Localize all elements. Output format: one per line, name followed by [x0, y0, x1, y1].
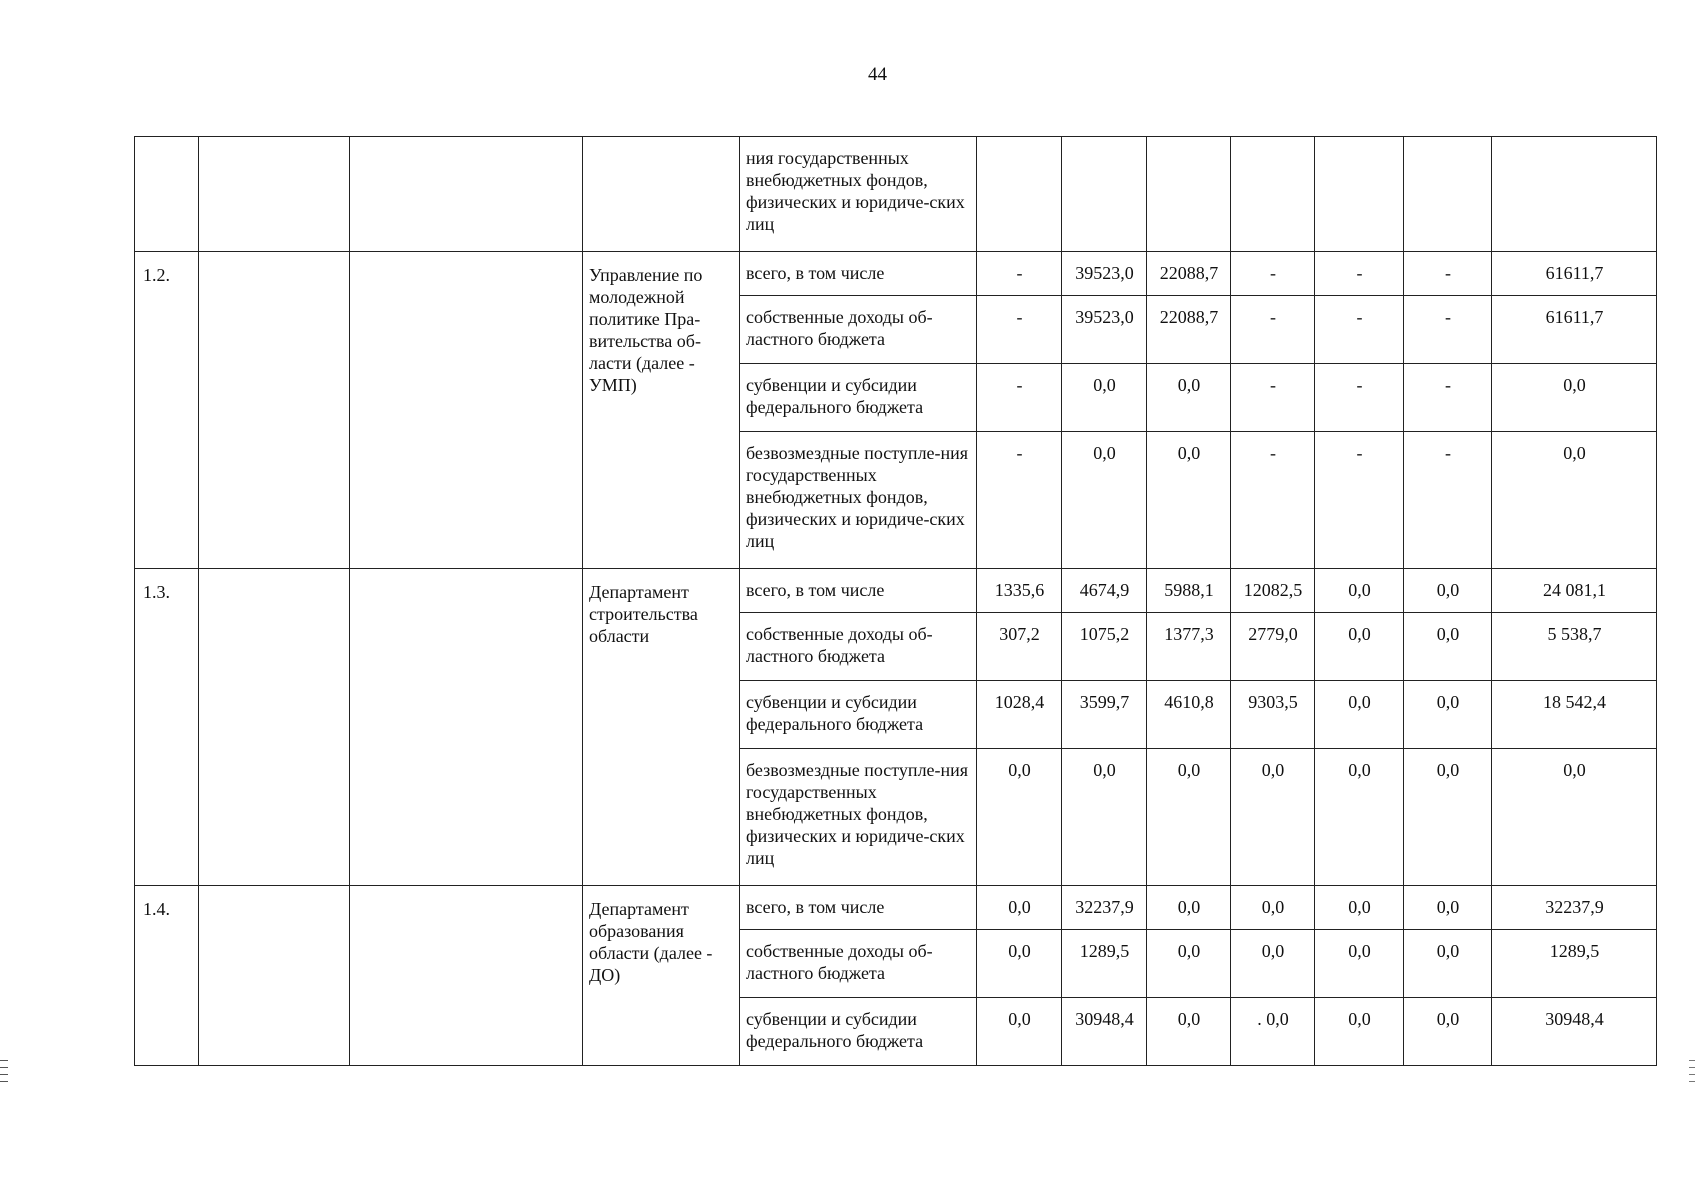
- amount-cell: -: [1231, 432, 1315, 569]
- amount-cell: 0,0: [1147, 886, 1231, 930]
- amount-cell: 0,0: [1404, 681, 1492, 749]
- amount-cell: 0,0: [1147, 749, 1231, 886]
- amount-cell: 0,0: [1147, 930, 1231, 998]
- left-edge-marks: [0, 1060, 8, 1088]
- organization-cell: Департамент образования области (далее - ДО): [583, 886, 740, 1066]
- amount-cell: 24 081,1: [1492, 569, 1657, 613]
- amount-cell: [1404, 137, 1492, 252]
- amount-cell: 30948,4: [1492, 998, 1657, 1066]
- amount-cell: 4674,9: [1062, 569, 1147, 613]
- amount-cell: 61611,7: [1492, 252, 1657, 296]
- amount-cell: -: [1404, 252, 1492, 296]
- amount-cell: 1289,5: [1492, 930, 1657, 998]
- table-row: [135, 252, 1657, 296]
- amount-cell: 0,0: [977, 886, 1062, 930]
- row-code-cell: 1.2.: [135, 252, 199, 569]
- amount-cell: 307,2: [977, 613, 1062, 681]
- amount-cell: [1147, 137, 1231, 252]
- amount-cell: 1028,4: [977, 681, 1062, 749]
- page-number: 44: [868, 64, 887, 85]
- amount-cell: 0,0: [1404, 886, 1492, 930]
- amount-cell: 0,0: [1492, 364, 1657, 432]
- amount-cell: 9303,5: [1231, 681, 1315, 749]
- amount-cell: 0,0: [1062, 749, 1147, 886]
- row-code-cell: 1.3.: [135, 569, 199, 886]
- funding-source-cell: субвенции и субсидии федерального бюджета: [740, 681, 977, 749]
- amount-cell: [977, 137, 1062, 252]
- funding-source-cell: всего, в том числе: [740, 569, 977, 613]
- empty-cell: [350, 886, 583, 1066]
- funding-source-cell: всего, в том числе: [740, 886, 977, 930]
- amount-cell: 12082,5: [1231, 569, 1315, 613]
- organization-cell: Департамент строительства области: [583, 569, 740, 886]
- right-edge-marks: [1689, 1060, 1697, 1088]
- amount-cell: 4610,8: [1147, 681, 1231, 749]
- amount-cell: -: [1315, 432, 1404, 569]
- amount-cell: 0,0: [1231, 886, 1315, 930]
- organization-cell: [583, 137, 740, 252]
- amount-cell: -: [1231, 364, 1315, 432]
- amount-cell: 0,0: [1062, 432, 1147, 569]
- funding-source-cell: собственные доходы об-ластного бюджета: [740, 296, 977, 364]
- funding-source-cell: собственные доходы об-ластного бюджета: [740, 613, 977, 681]
- amount-cell: -: [977, 364, 1062, 432]
- amount-cell: 0,0: [1404, 613, 1492, 681]
- amount-cell: 0,0: [1147, 432, 1231, 569]
- table-body: [135, 137, 1657, 1066]
- amount-cell: [1062, 137, 1147, 252]
- empty-cell: [199, 569, 350, 886]
- funding-source-cell: безвозмездные поступле-ния государственных внебюджетных фондов, физических и юридиче-ских лиц: [740, 432, 977, 569]
- amount-cell: [1231, 137, 1315, 252]
- empty-cell: [350, 137, 583, 252]
- amount-cell: 0,0: [1315, 998, 1404, 1066]
- table-row: [135, 137, 1657, 252]
- amount-cell: 61611,7: [1492, 296, 1657, 364]
- budget-table: [134, 136, 1657, 1066]
- amount-cell: 0,0: [977, 930, 1062, 998]
- amount-cell: 39523,0: [1062, 252, 1147, 296]
- row-code-cell: [135, 137, 199, 252]
- funding-source-cell: субвенции и субсидии федерального бюджета: [740, 998, 977, 1066]
- amount-cell: 0,0: [1231, 749, 1315, 886]
- amount-cell: 32237,9: [1062, 886, 1147, 930]
- amount-cell: -: [1404, 296, 1492, 364]
- amount-cell: -: [977, 296, 1062, 364]
- amount-cell: 0,0: [1147, 998, 1231, 1066]
- amount-cell: 1377,3: [1147, 613, 1231, 681]
- amount-cell: 0,0: [1315, 749, 1404, 886]
- funding-source-cell: ния государственных внебюджетных фондов, физических и юридиче-ских лиц: [740, 137, 977, 252]
- amount-cell: 0,0: [1315, 613, 1404, 681]
- amount-cell: 3599,7: [1062, 681, 1147, 749]
- amount-cell: 0,0: [1404, 749, 1492, 886]
- amount-cell: 2779,0: [1231, 613, 1315, 681]
- amount-cell: -: [1315, 364, 1404, 432]
- amount-cell: 0,0: [1147, 364, 1231, 432]
- table-row: [135, 886, 1657, 930]
- amount-cell: -: [1315, 296, 1404, 364]
- amount-cell: -: [977, 252, 1062, 296]
- empty-cell: [350, 252, 583, 569]
- amount-cell: 5988,1: [1147, 569, 1231, 613]
- amount-cell: 5 538,7: [1492, 613, 1657, 681]
- table-row: [135, 569, 1657, 613]
- amount-cell: 30948,4: [1062, 998, 1147, 1066]
- amount-cell: -: [977, 432, 1062, 569]
- amount-cell: 1289,5: [1062, 930, 1147, 998]
- amount-cell: -: [1404, 432, 1492, 569]
- amount-cell: [1492, 137, 1657, 252]
- amount-cell: . 0,0: [1231, 998, 1315, 1066]
- amount-cell: 0,0: [977, 998, 1062, 1066]
- amount-cell: 39523,0: [1062, 296, 1147, 364]
- amount-cell: 0,0: [1492, 749, 1657, 886]
- amount-cell: 1075,2: [1062, 613, 1147, 681]
- amount-cell: 0,0: [1315, 930, 1404, 998]
- funding-source-cell: собственные доходы об-ластного бюджета: [740, 930, 977, 998]
- amount-cell: 0,0: [1404, 930, 1492, 998]
- empty-cell: [350, 569, 583, 886]
- amount-cell: 0,0: [1315, 569, 1404, 613]
- amount-cell: [1315, 137, 1404, 252]
- amount-cell: -: [1231, 296, 1315, 364]
- empty-cell: [199, 252, 350, 569]
- empty-cell: [199, 137, 350, 252]
- organization-cell: Управление по молодежной политике Пра-вительства об-ласти (далее - УМП): [583, 252, 740, 569]
- amount-cell: -: [1231, 252, 1315, 296]
- amount-cell: 32237,9: [1492, 886, 1657, 930]
- amount-cell: 0,0: [1315, 681, 1404, 749]
- amount-cell: 1335,6: [977, 569, 1062, 613]
- amount-cell: 22088,7: [1147, 296, 1231, 364]
- amount-cell: -: [1404, 364, 1492, 432]
- funding-source-cell: субвенции и субсидии федерального бюджета: [740, 364, 977, 432]
- amount-cell: 0,0: [1062, 364, 1147, 432]
- amount-cell: -: [1315, 252, 1404, 296]
- amount-cell: 0,0: [1315, 886, 1404, 930]
- empty-cell: [199, 886, 350, 1066]
- amount-cell: 0,0: [1492, 432, 1657, 569]
- funding-source-cell: всего, в том числе: [740, 252, 977, 296]
- amount-cell: 0,0: [977, 749, 1062, 886]
- row-code-cell: 1.4.: [135, 886, 199, 1066]
- amount-cell: 0,0: [1404, 569, 1492, 613]
- funding-source-cell: безвозмездные поступле-ния государственных внебюджетных фондов, физических и юридиче-ских лиц: [740, 749, 977, 886]
- amount-cell: 18 542,4: [1492, 681, 1657, 749]
- amount-cell: 0,0: [1404, 998, 1492, 1066]
- amount-cell: 0,0: [1231, 930, 1315, 998]
- amount-cell: 22088,7: [1147, 252, 1231, 296]
